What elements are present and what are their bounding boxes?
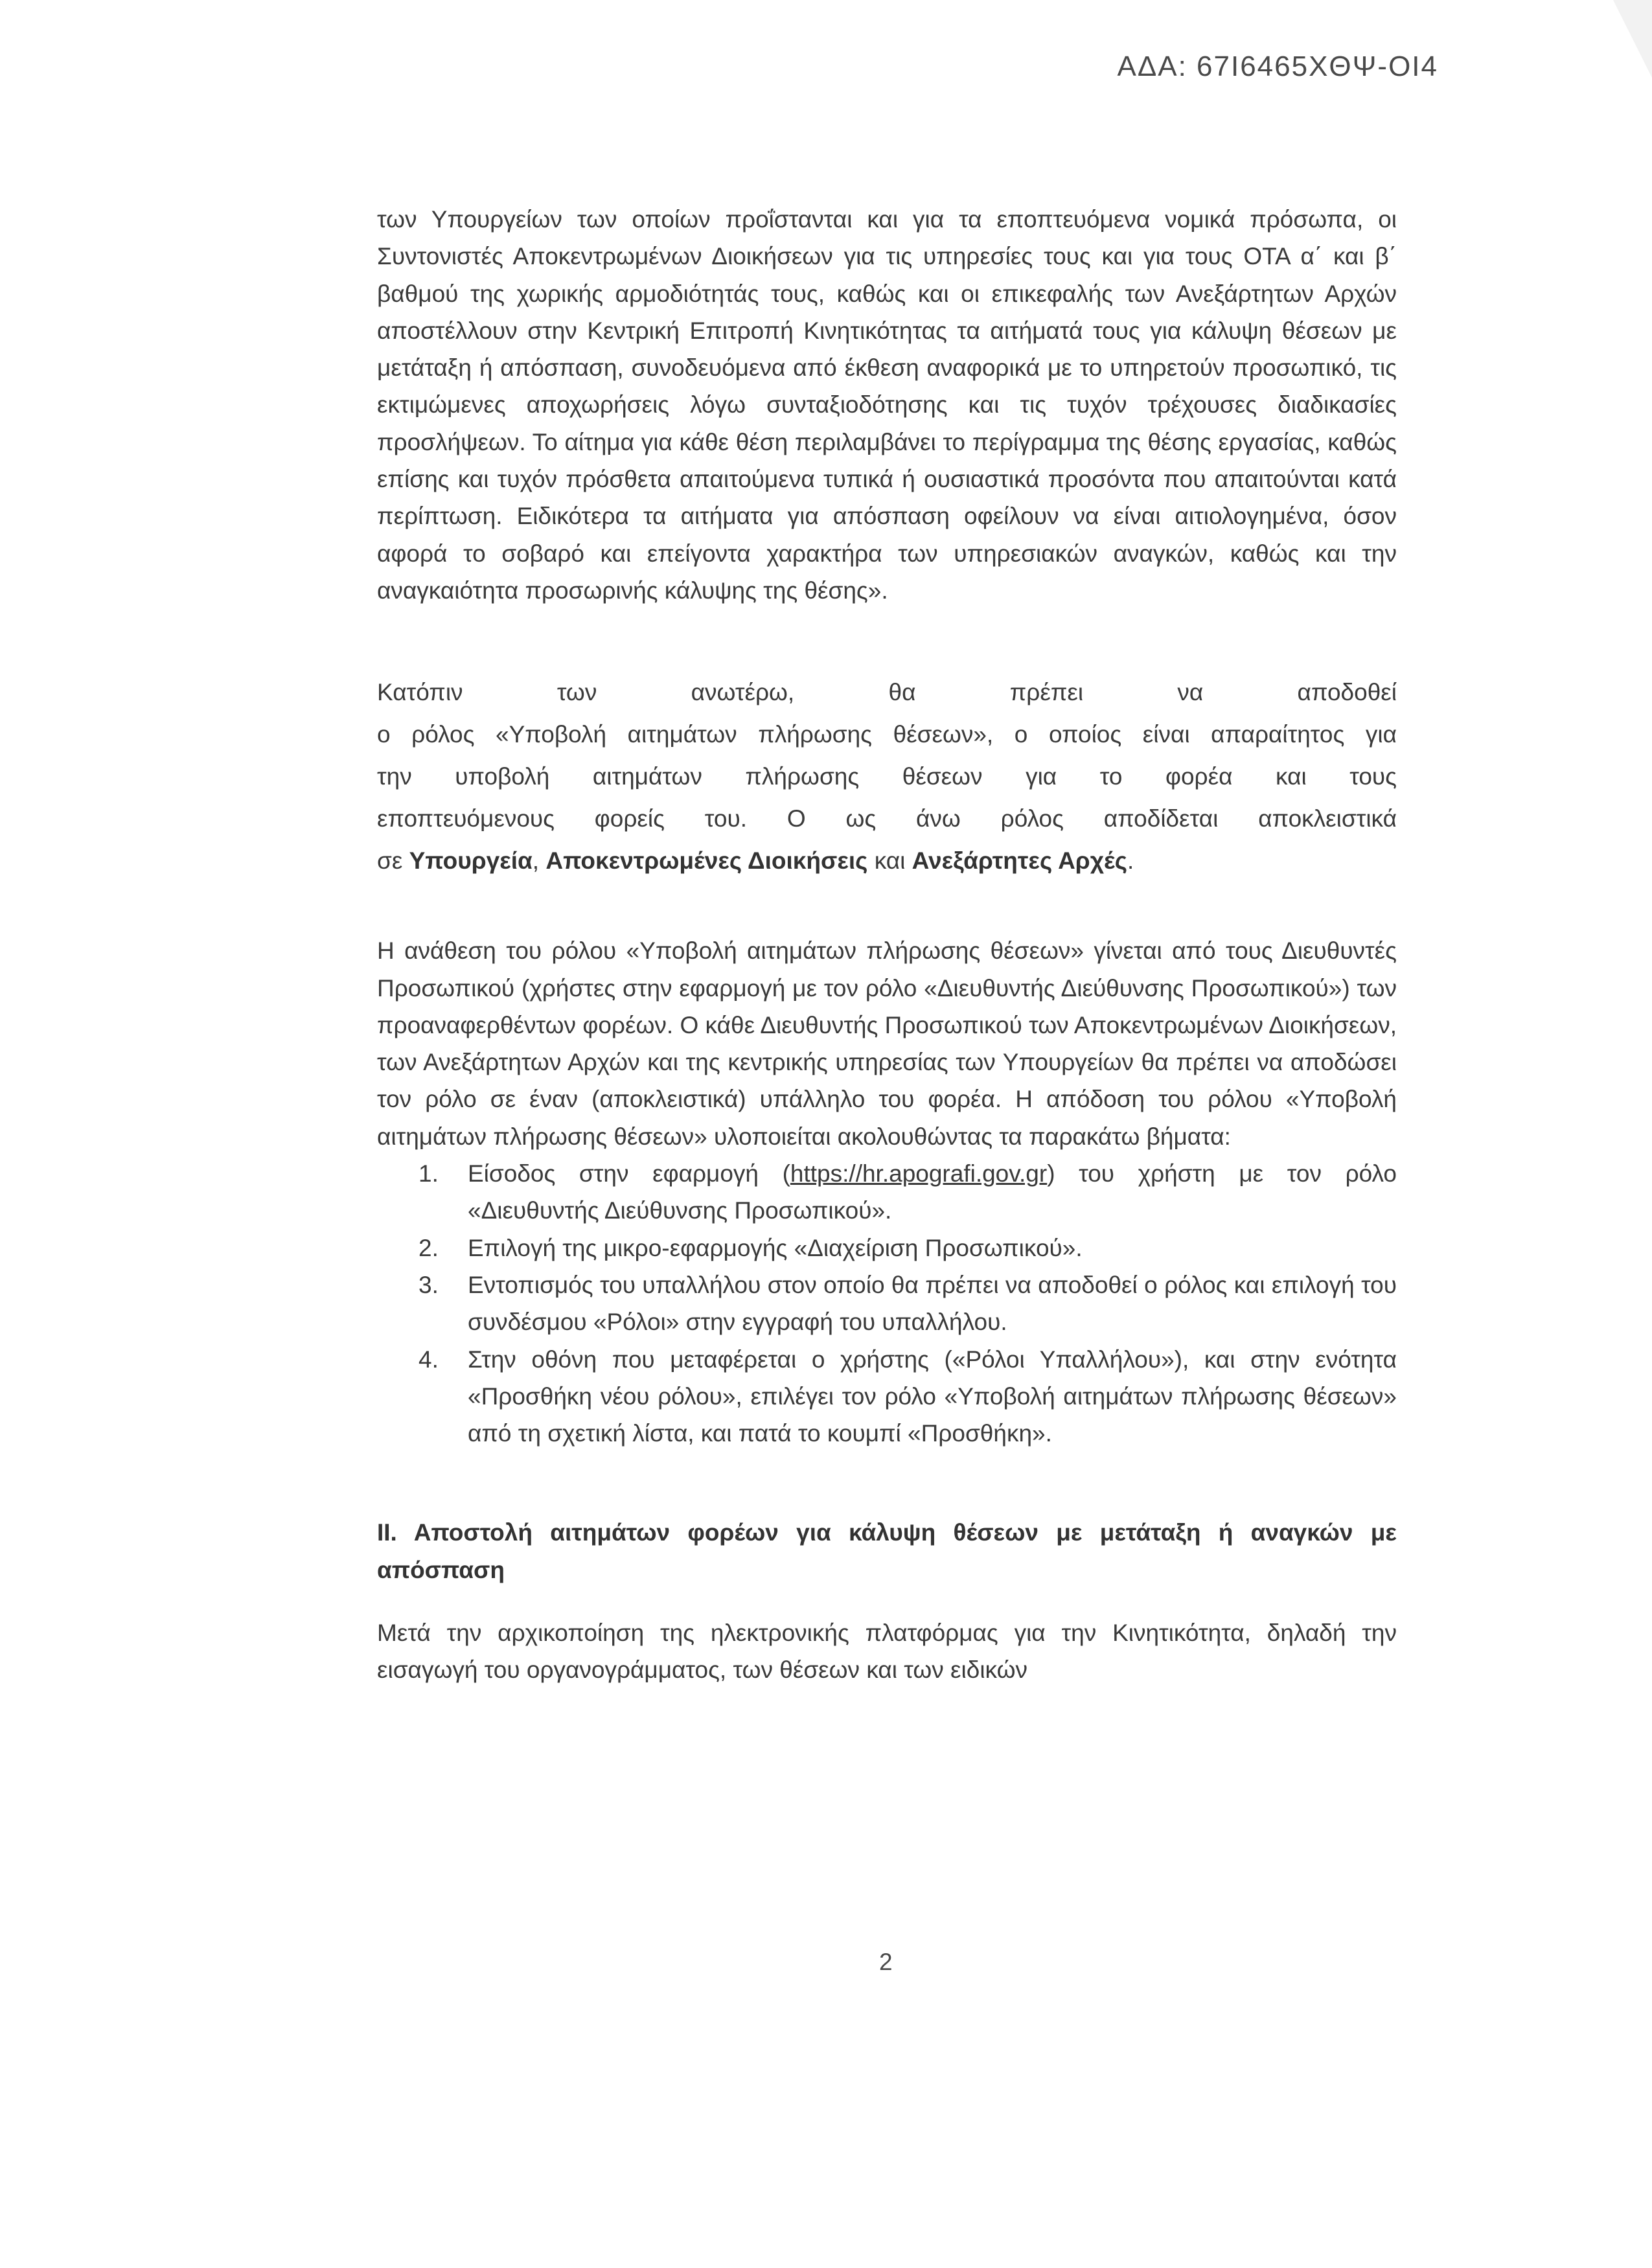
step-1-before: Είσοδος στην εφαρμογή (: [468, 1160, 790, 1187]
para2-and: και: [874, 847, 906, 875]
bold-decentralized-administrations: Αποκεντρωμένες Διοικήσεις: [545, 847, 868, 875]
list-item: [377, 1266, 1397, 1341]
bold-ministries: Υπουργεία: [409, 847, 533, 875]
paragraph-2-line-4: εποπτευόμενους φορείς του. Ο ως άνω ρόλος αποδίδεται αποκλειστικά: [377, 805, 1397, 832]
paragraph-2: [377, 671, 1397, 882]
paragraph-2-line-2: ο ρόλος «Υποβολή αιτημάτων πλήρωσης θέσεων», ο οποίος είναι απαραίτητος για: [377, 721, 1397, 748]
step-text: Εντοπισμός του υπαλλήλου στον οποίο θα πρέπει να αποδοθεί ο ρόλος και επιλογή του συνδέσμου «Ρόλοι» στην εγγραφή του υπαλλήλου.: [468, 1271, 1397, 1336]
para2-prefix: σε: [377, 847, 403, 875]
paragraph-2-line-1: Κατόπιν των ανωτέρω, θα πρέπει να αποδοθεί: [377, 679, 1397, 706]
step-number: 2.: [419, 1234, 439, 1261]
list-item: [377, 1155, 1397, 1230]
para2-comma: ,: [532, 847, 540, 875]
step-1-after: ) του χρήστη με τον ρόλο «Διευθυντής Διεύθυνσης Προσωπικού».: [468, 1160, 1397, 1224]
paragraph-3: Η ανάθεση του ρόλου «Υποβολή αιτημάτων πλήρωσης θέσεων» γίνεται από τους Διευθυντές Προσωπικού (χρήστες στην εφαρμογή με τον ρόλο «Διευθυντής Διεύθυνσης Προσωπικού») των προαναφερθέντων φορέων. Ο κάθε Διευθυντής Προσωπικού των Αποκεντρωμένων Διοικήσεων, των Ανεξάρτητων Αρχών και της κεντρικής υπηρεσίας των Υπουργείων θα πρέπει να αποδώσει τον ρόλο σε έναν (αποκλειστικά) υπάλληλο του φορέα. Η απόδοση του ρόλου «Υποβολή αιτημάτων πλήρωσης θέσεων» υλοποιείται ακολουθώντας τα παρακάτω βήματα:: [377, 937, 1397, 1150]
step-number: 1.: [419, 1160, 439, 1187]
page-fold-corner: [1613, 0, 1652, 78]
paragraph-2-line-3: την υποβολή αιτημάτων πλήρωσης θέσεων για το φορέα και τους: [377, 763, 1397, 790]
paragraph-1: των Υπουργείων των οποίων προΐστανται και για τα εποπτευόμενα νομικά πρόσωπα, οι Συντονιστές Αποκεντρωμένων Διοικήσεων για τις υπηρεσίες τους και για τους ΟΤΑ α΄ και β΄ βαθμού της χωρικής αρμοδιότητάς τους, καθώς και οι επικεφαλής των Ανεξάρτητων Αρχών αποστέλλουν στην Κεντρική Επιτροπή Κινητικότητας τα αιτήματά τους για κάλυψη θέσεων με μετάταξη ή απόσπαση, συνοδευόμενα από έκθεση αναφορικά με το υπηρετούν προσωπικό, τις εκτιμώμενες αποχωρήσεις λόγω συνταξιοδότησης και τις τυχόν τρέχουσες διαδικασίες προσλήψεων. Το αίτημα για κάθε θέση περιλαμβάνει το περίγραμμα της θέσης εργασίας, καθώς επίσης και τυχόν πρόσθετα απαιτούμενα τυπικά ή ουσιαστικά προσόντα που απαιτούνται κατά περίπτωση. Ειδικότερα τα αιτήματα για απόσπαση οφείλουν να είναι αιτιολογημένα, όσον αφορά το σοβαρό και επείγοντα χαρακτήρα των υπηρεσιακών αναγκών, καθώς και την αναγκαιότητα προσωρινής κάλυψης της θέσης».: [377, 206, 1397, 604]
step-number: 3.: [419, 1271, 439, 1298]
page-number: 2: [879, 1949, 893, 1975]
bold-independent-authorities: Ανεξάρτητες Αρχές: [912, 847, 1127, 875]
document-body: [377, 201, 1397, 1689]
list-item: [377, 1230, 1397, 1266]
apografi-link[interactable]: https://hr.apografi.gov.gr: [790, 1160, 1048, 1187]
ada-code: ΑΔΑ: 67Ι6465ΧΘΨ-ΟΙ4: [1117, 51, 1438, 82]
list-item: [377, 1341, 1397, 1452]
section-2-heading: ΙΙ. Αποστολή αιτημάτων φορέων για κάλυψη θέσεων με μετάταξη ή αναγκών με απόσπαση: [377, 1519, 1397, 1583]
step-text: Επιλογή της μικρο-εφαρμογής «Διαχείριση Προσωπικού».: [468, 1234, 1083, 1261]
section-2-paragraph: Μετά την αρχικοποίηση της ηλεκτρονικής πλατφόρμας για την Κινητικότητα, δηλαδή την εισαγωγή του οργανογράμματος, των θέσεων και των ειδικών: [377, 1620, 1397, 1684]
step-number: 4.: [419, 1346, 439, 1373]
para2-end: .: [1127, 847, 1134, 875]
steps-list: [377, 1155, 1397, 1452]
paragraph-2-line-5: [377, 840, 1397, 882]
step-text: Στην οθόνη που μεταφέρεται ο χρήστης («Ρόλοι Υπαλλήλου»), και στην ενότητα «Προσθήκη νέου ρόλου», επιλέγει τον ρόλο «Υποβολή αιτημάτων πλήρωσης θέσεων» από τη σχετική λίστα, και πατά το κουμπί «Προσθήκη».: [468, 1346, 1397, 1447]
